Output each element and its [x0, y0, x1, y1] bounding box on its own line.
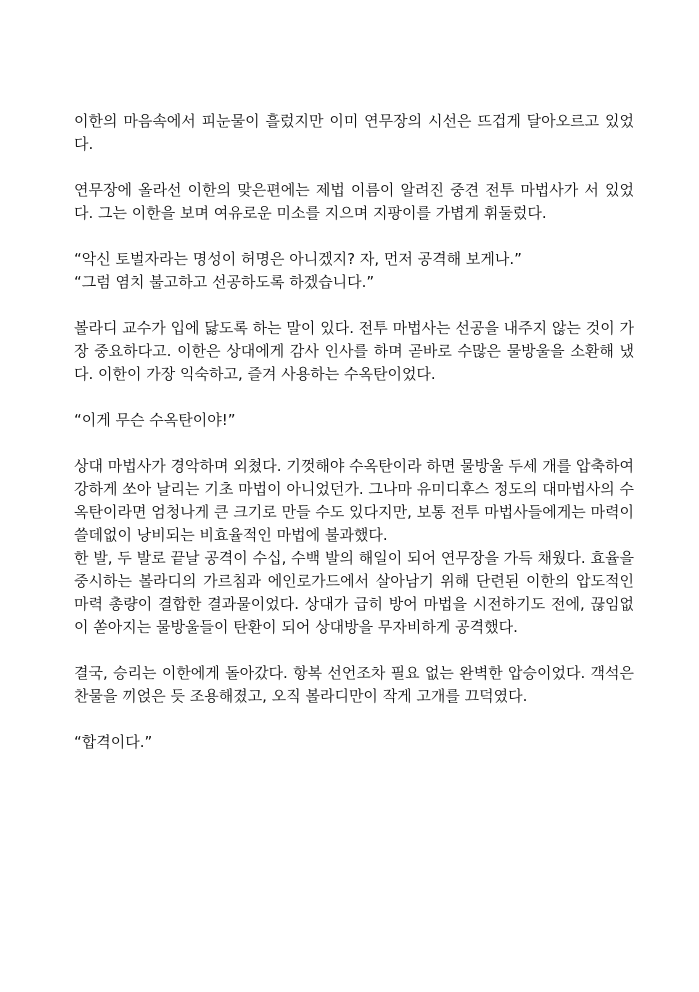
dialogue-line: “이게 무슨 수옥탄이야!”: [74, 411, 236, 429]
dialogue-line: “악신 토벌자라는 명성이 허명은 아니겠지? 자, 먼저 공격해 보게나.”: [74, 250, 522, 268]
paragraph: 볼라디 교수가 입에 닳도록 하는 말이 있다. 전투 마법사는 선공을 내주지 않는 것이 가장 중요하다고. 이한은 상대에게 감사 인사를 하며 곧바로 수많은 물방울을 소환해 냈다. 이한이 가장 익숙하고, 즐겨 사용하는 수옥탄이었다.: [74, 319, 634, 383]
dialogue-line: “그럼 염치 불고하고 선공하도록 하겠습니다.”: [74, 273, 375, 291]
paragraph: 상대 마법사가 경악하며 외쳤다. 기껏해야 수옥탄이라 하면 물방울 두세 개를 압축하여 강하게 쏘아 날리는 기초 마법이 아니었던가. 그나마 유미디후스 정도의 대마법사의 수옥탄이라면 엄청나게 큰 크기로 만들 수도 있다지만, 보통 전투 마법사들에게는 마력이 쓸데없이 낭비되는 비효율적인 마법에 불과했다.: [74, 457, 634, 544]
paragraph: 이한의 마음속에서 피눈물이 흘렀지만 이미 연무장의 시선은 뜨겁게 달아오르고 있었다.: [74, 112, 634, 153]
paragraph: 결국, 승리는 이한에게 돌아갔다. 항복 선언조차 필요 없는 완벽한 압승이었다. 객석은 찬물을 끼얹은 듯 조용해졌고, 오직 볼라디만이 작게 고개를 끄덕였다.: [74, 664, 634, 705]
dialogue-line: “합격이다.”: [74, 733, 153, 751]
document-page: [74, 110, 634, 777]
paragraph: 한 발, 두 발로 끝날 공격이 수십, 수백 발의 해일이 되어 연무장을 가득 채웠다. 효율을 중시하는 볼라디의 가르침과 에인로가드에서 살아남기 위해 단련된 이한의 압도적인 마력 총량이 결합한 결과물이었다. 상대가 급히 방어 마법을 시전하기도 전에, 끊임없이 쏟아지는 물방울들이 탄환이 되어 상대방을 무자비하게 공격했다.: [74, 549, 634, 636]
paragraph: 연무장에 올라선 이한의 맞은편에는 제법 이름이 알려진 중견 전투 마법사가 서 있었다. 그는 이한을 보며 여유로운 미소를 지으며 지팡이를 가볍게 휘둘렀다.: [74, 181, 634, 222]
